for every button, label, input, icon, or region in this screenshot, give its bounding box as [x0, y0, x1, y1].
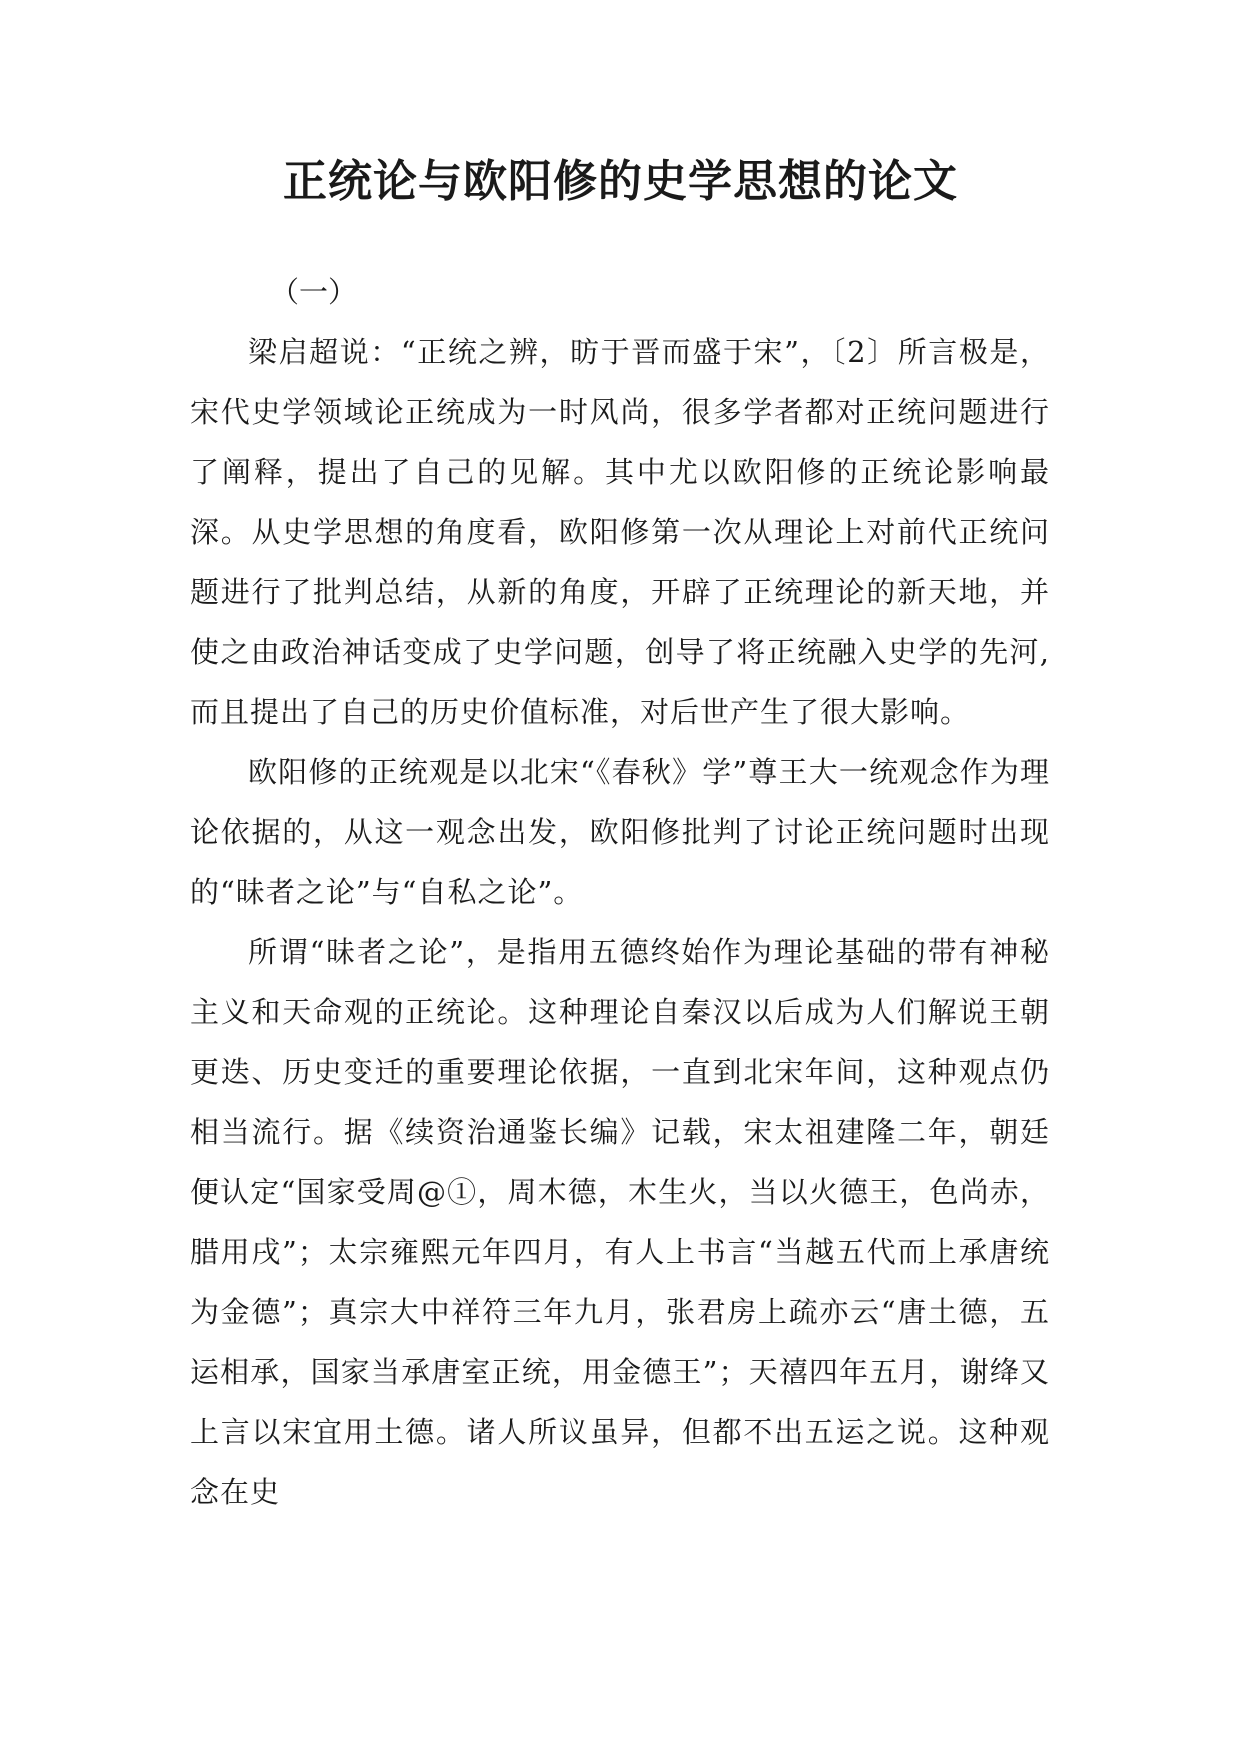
- document-title: 正统论与欧阳修的史学思想的论文: [283, 156, 958, 207]
- paragraph-3: 所谓“昧者之论”，是指用五德终始作为理论基础的带有神秘主义和天命观的正统论。这种理论自秦汉以后成为人们解说王朝更迭、历史变迁的重要理论依据，一直到北宋年间，这种观点仍相当流行。据《续资治通鉴长编》记载，宋太祖建隆二年，朝廷便认定“国家受周@①，周木德，木生火，当以火德王，色尚赤，腊用戌”；太宗雍熙元年四月，有人上书言“当越五代而上承唐统为金德”；真宗大中祥符三年九月，张君房上疏亦云“唐土德，五运相承，国家当承唐室正统，用金德王”；天禧四年五月，谢绛又上言以宋宜用土德。诸人所议虽异，但都不出五运之说。这种观念在史: [190, 935, 1050, 1509]
- paragraph-2: 欧阳修的正统观是以北宋“《春秋》学”尊王大一统观念作为理论依据的，从这一观念出发，欧阳修批判了讨论正统问题时出现的“昧者之论”与“自私之论”。: [190, 755, 1050, 909]
- document-body: [190, 262, 1050, 1522]
- section-number: （一）: [270, 275, 358, 309]
- paragraph-1: 梁启超说：“正统之辨，昉于晋而盛于宋”，〔2〕所言极是，宋代史学领域论正统成为一时风尚，很多学者都对正统问题进行了阐释，提出了自己的见解。其中尤以欧阳修的正统论影响最深。从史学思想的角度看，欧阳修第一次从理论上对前代正统问题进行了批判总结，从新的角度，开辟了正统理论的新天地，并使之由政治神话变成了史学问题，创导了将正统融入史学的先河,而且提出了自己的历史价值标准，对后世产生了很大影响。: [190, 335, 1050, 729]
